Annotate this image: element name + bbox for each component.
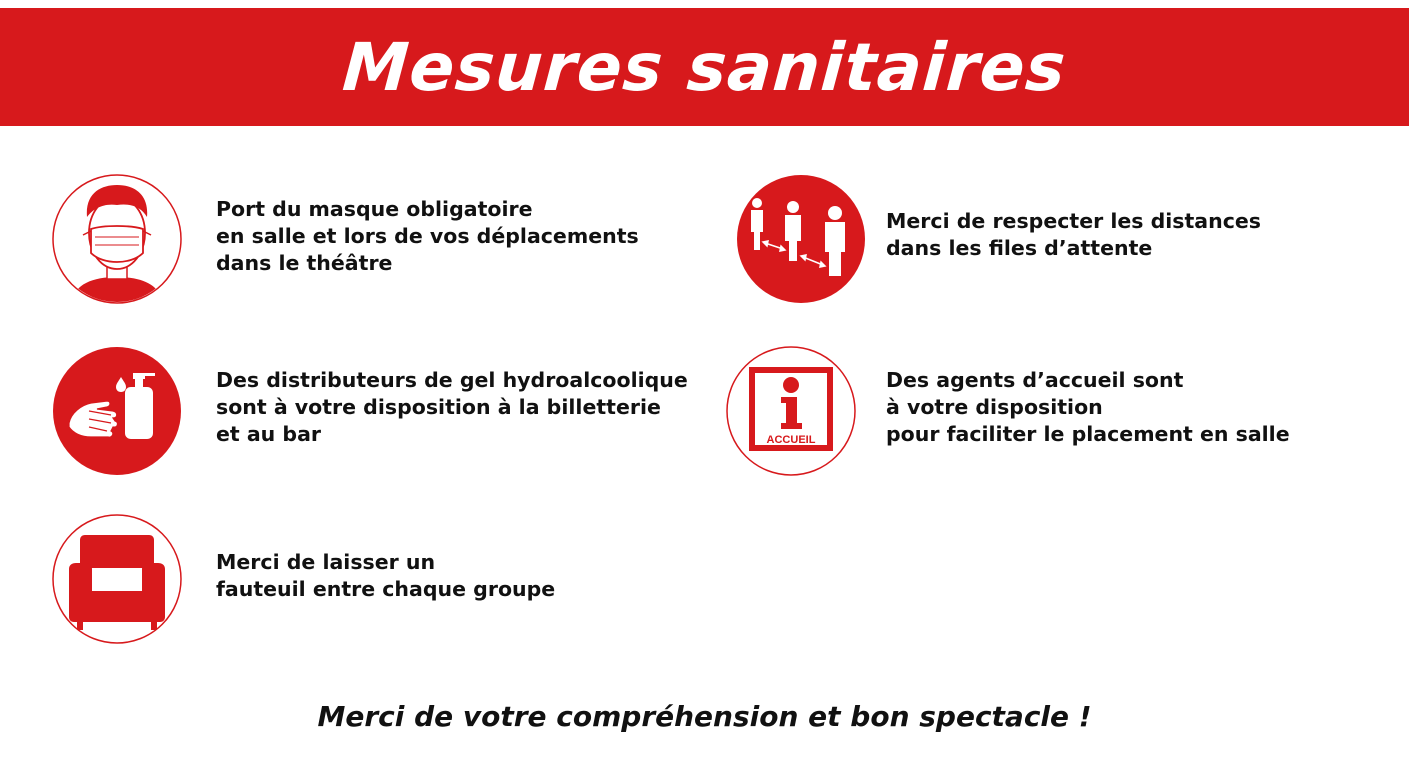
distancing-text xyxy=(886,208,1261,262)
mask-text-line: dans le théâtre xyxy=(216,251,393,275)
mask-text-line: en salle et lors de vos déplacements xyxy=(216,224,639,248)
footer-message: Merci de votre compréhension et bon spectacle ! xyxy=(317,700,1092,733)
header-banner xyxy=(0,8,1409,126)
armchair-text-line: fauteuil entre chaque groupe xyxy=(216,577,556,601)
mask-text-line: Port du masque obligatoire xyxy=(216,197,533,221)
accueil-text-line: Des agents d’accueil sont xyxy=(886,368,1184,392)
distancing-text-line: Merci de respecter les distances xyxy=(886,209,1261,233)
accueil-text xyxy=(886,367,1290,448)
sanitizer-text xyxy=(216,367,688,448)
hand-sanitizer-icon xyxy=(51,345,183,477)
sanitizer-text-line: et au bar xyxy=(216,422,322,446)
mask-text xyxy=(216,196,639,277)
information-desk-icon xyxy=(725,345,857,477)
accueil-label: ACCUEIL xyxy=(766,434,816,446)
social-distancing-icon xyxy=(735,173,867,305)
sanitizer-text-line: Des distributeurs de gel hydroalcoolique xyxy=(216,368,688,392)
accueil-text-line: pour faciliter le placement en salle xyxy=(886,422,1290,446)
page-title: Mesures sanitaires xyxy=(340,28,1069,106)
sanitizer-text-line: sont à votre disposition à la billetterie xyxy=(216,395,661,419)
accueil-text-line: à votre disposition xyxy=(886,395,1103,419)
face-mask-icon xyxy=(51,173,183,305)
armchair-icon xyxy=(51,513,183,645)
armchair-text xyxy=(216,549,555,603)
distancing-text-line: dans les files d’attente xyxy=(886,236,1153,260)
armchair-text-line: Merci de laisser un xyxy=(216,550,436,574)
